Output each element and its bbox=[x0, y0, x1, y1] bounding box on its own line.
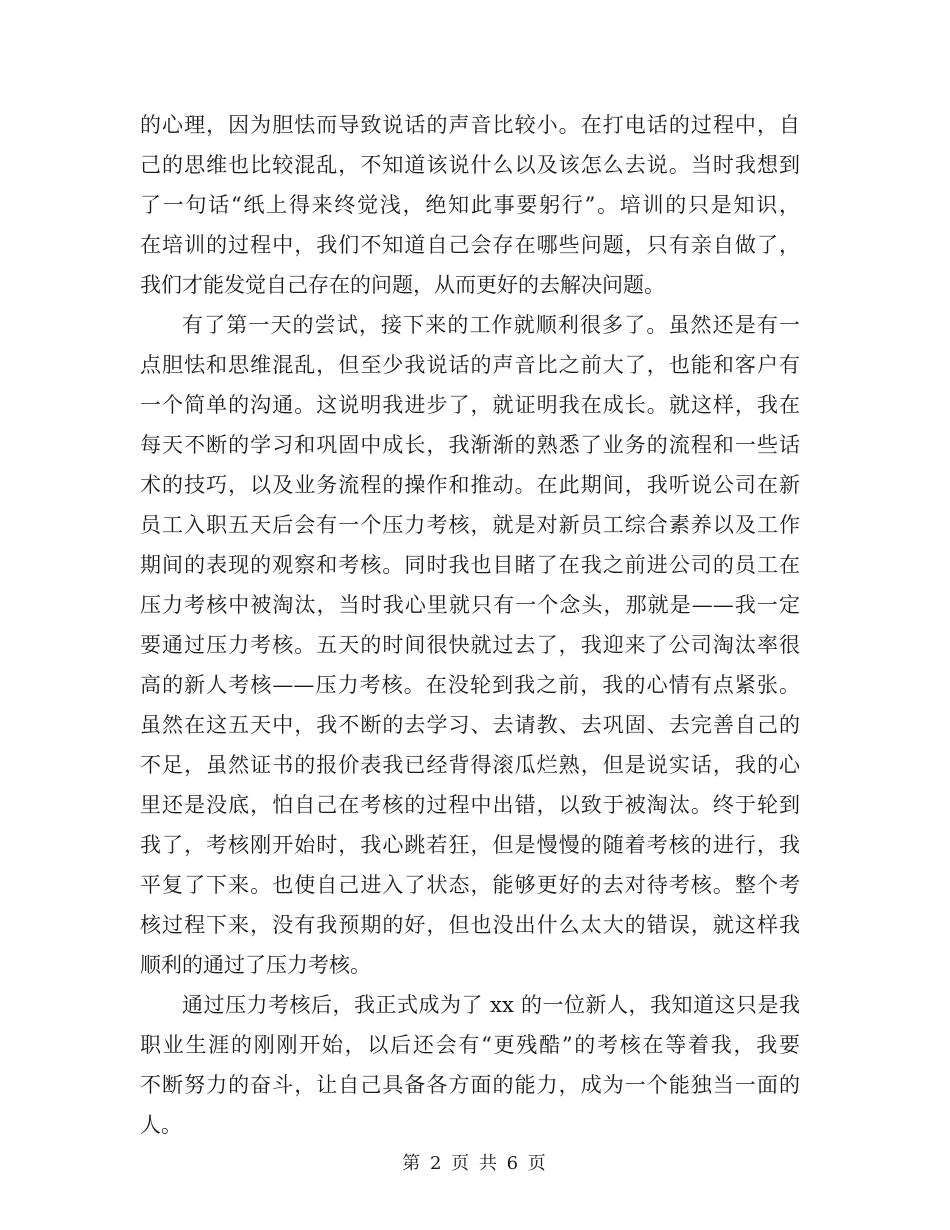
text-line: 术的技巧，以及业务流程的操作和推动。在此期间，我听说公司在新 bbox=[140, 473, 800, 497]
text-line: 职业生涯的刚刚开始，以后还会有“更残酷”的考核在等着我，我要 bbox=[140, 1033, 800, 1057]
text-line: 要通过压力考核。五天的时间很快就过去了，我迎来了公司淘汰率很 bbox=[140, 633, 800, 657]
text-line: 我了，考核刚开始时，我心跳若狂，但是慢慢的随着考核的进行，我 bbox=[140, 833, 800, 857]
text-line: 员工入职五天后会有一个压力考核，就是对新员工综合素养以及工作 bbox=[140, 513, 800, 537]
text-line: 点胆怯和思维混乱，但至少我说话的声音比之前大了，也能和客户有 bbox=[140, 353, 800, 377]
text-line: 了一句话“纸上得来终觉浅，绝知此事要躬行”。培训的只是知识， bbox=[140, 193, 800, 217]
text-line: 压力考核中被淘汰，当时我心里就只有一个念头，那就是——我一定 bbox=[140, 593, 800, 617]
text-line: 在培训的过程中，我们不知道自己会存在哪些问题，只有亲自做了， bbox=[140, 233, 800, 257]
text-line: 里还是没底，怕自己在考核的过程中出错，以致于被淘汰。终于轮到 bbox=[140, 793, 800, 817]
text-line: 有了第一天的尝试，接下来的工作就顺利很多了。虽然还是有一 bbox=[182, 313, 800, 337]
text-line: 虽然在这五天中，我不断的去学习、去请教、去巩固、去完善自己的 bbox=[140, 713, 800, 737]
text-line: 通过压力考核后，我正式成为了 xx 的一位新人，我知道这只是我 bbox=[182, 993, 800, 1017]
text-line: 一个简单的沟通。这说明我进步了，就证明我在成长。就这样，我在 bbox=[140, 393, 800, 417]
document-body bbox=[140, 105, 800, 1145]
text-line: 的心理，因为胆怯而导致说话的声音比较小。在打电话的过程中，自 bbox=[140, 113, 800, 137]
text-line: 平复了下来。也使自己进入了状态，能够更好的去对待考核。整个考 bbox=[140, 873, 800, 897]
text-line: 不足，虽然证书的报价表我已经背得滚瓜烂熟，但是说实话，我的心 bbox=[140, 753, 800, 777]
text-line: 每天不断的学习和巩固中成长，我渐渐的熟悉了业务的流程和一些话 bbox=[140, 433, 800, 457]
text-line: 核过程下来，没有我预期的好，但也没出什么太大的错误，就这样我 bbox=[140, 913, 800, 937]
text-line: 高的新人考核——压力考核。在没轮到我之前，我的心情有点紧张。 bbox=[140, 673, 800, 697]
text-line: 期间的表现的观察和考核。同时我也目睹了在我之前进公司的员工在 bbox=[140, 553, 800, 577]
text-line: 人。 bbox=[140, 1113, 182, 1137]
page-footer: 第 2 页 共 6 页 bbox=[402, 1153, 548, 1174]
text-line: 己的思维也比较混乱，不知道该说什么以及该怎么去说。当时我想到 bbox=[140, 153, 800, 177]
text-line: 不断努力的奋斗，让自己具备各方面的能力，成为一个能独当一面的 bbox=[140, 1073, 800, 1097]
text-line: 顺利的通过了压力考核。 bbox=[140, 953, 371, 977]
text-line: 我们才能发觉自己存在的问题，从而更好的去解决问题。 bbox=[140, 273, 665, 297]
